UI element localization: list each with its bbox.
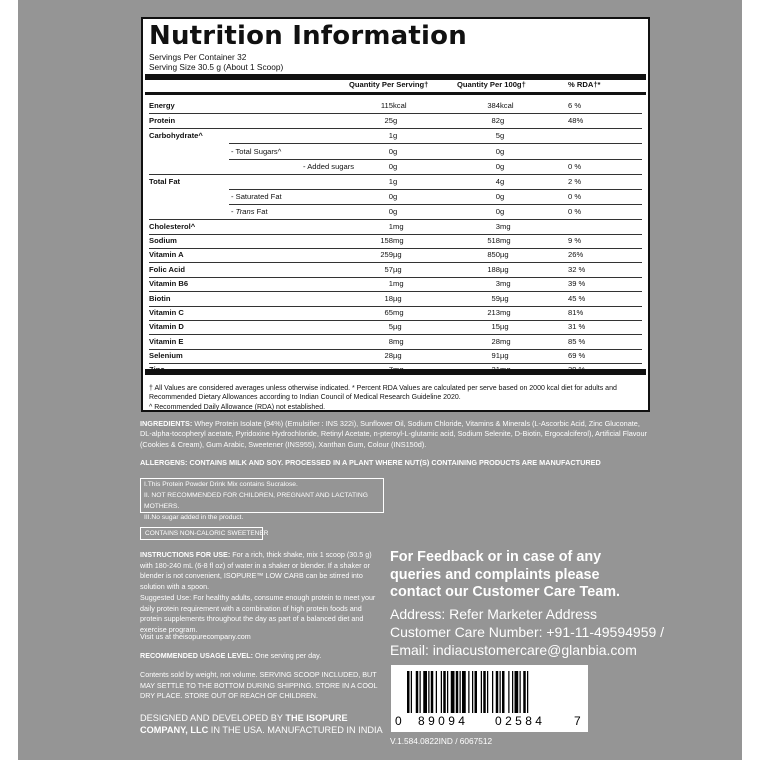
rda-value: 69 % <box>568 351 586 360</box>
header-rda: % RDA†* <box>568 80 601 89</box>
ingredients-text: Whey Protein Isolate (94%) (Emulsifier : INS 322i), Sunflower Oil, Sodium Chloride, Vitamins & Minerals (L-Ascorbic Acid, Zinc Gluconate, DL-alpha-tocopheryl acetate, Pyridoxine Hydrochloride, Retinyl Acetate, n-pteroyl-L-glutamic acid, Sodium Selenite, D-Biotin, Ergocalciferol), Artificial Flavour (Cookies & Cream), Gum Arabic, Sweetener (INS955), Xanthan Gum, Colour (INS150d). <box>140 419 647 449</box>
feedback-care-number: Customer Care Number: +91-11-49594959 / <box>390 624 665 640</box>
row-divider <box>229 159 642 160</box>
serving-unit: g <box>393 207 398 216</box>
nutrient-label: Vitamin D <box>149 322 184 331</box>
row-divider <box>149 262 642 263</box>
nutrient-label: Selenium <box>149 351 183 360</box>
serving-size: Serving Size 30.5 g (About 1 Scoop) <box>149 62 284 72</box>
warning-line: III.No sugar added in the product. <box>144 514 244 521</box>
per100-unit: µg <box>500 294 509 303</box>
ingredients-label: INGREDIENTS: <box>140 419 193 428</box>
serving-unit: µg <box>393 265 402 274</box>
per100-unit: µg <box>500 265 509 274</box>
serving-unit: µg <box>393 322 402 331</box>
row-divider <box>149 320 642 321</box>
per100-value: 0 <box>495 147 500 156</box>
usage-level-label: RECOMMENDED USAGE LEVEL: <box>140 651 254 660</box>
per100-value: 518 <box>487 236 500 245</box>
barcode-bar <box>420 671 421 713</box>
barcode-bar <box>441 671 442 713</box>
warning-line: II. NOT RECOMMENDED FOR CHILDREN, PREGNANT AND LACTATING MOTHERS. <box>144 492 368 510</box>
per100-unit: mg <box>500 279 511 288</box>
per100-value: 0 <box>495 192 500 201</box>
per100-value: 0 <box>495 207 500 216</box>
barcode-bar <box>481 671 482 713</box>
footnote-averages: † All Values are considered averages unless otherwise indicated. * Percent RDA Values are calculated per serve based on 2000 kcal diet for adults and Recommended Dietary Allowances according to Indian Council of Medical Research Guideline 2020. <box>149 385 617 402</box>
serving-unit: kcal <box>393 101 407 110</box>
per100-unit: g <box>500 192 505 201</box>
barcode-bar <box>515 671 519 713</box>
row-divider <box>149 113 642 114</box>
warning-line: I.This Protein Powder Drink Mix contains Sucralose. <box>144 481 298 488</box>
ingredients <box>140 419 652 450</box>
sweetener-badge: CONTAINS NON-CALORIC SWEETENER <box>140 527 263 540</box>
barcode-bars <box>391 665 588 717</box>
row-divider <box>149 334 642 335</box>
row-divider <box>149 174 642 175</box>
per100-unit: mg <box>500 337 511 346</box>
barcode-bar <box>500 671 501 713</box>
barcode-bar <box>512 671 513 713</box>
per100-unit: mg <box>500 236 511 245</box>
serving-value: 1 <box>388 177 393 186</box>
barcode-bar <box>443 671 446 713</box>
contents-note: Contents sold by weight, not volume. SERVING SCOOP INCLUDED, BUT MAY SETTLE TO THE BOTTOM DURING SHIPPING. STORE IN A COOL DRY PLACE. STORE OUT OF REACH OF CHILDREN. <box>140 670 378 700</box>
barcode-bar <box>456 671 459 713</box>
nutrient-label: - Trans Fat <box>231 207 268 216</box>
serving-unit: g <box>393 192 398 201</box>
barcode <box>391 665 588 732</box>
per100-unit: g <box>500 147 505 156</box>
row-divider <box>229 204 642 205</box>
nutrient-label: Protein <box>149 116 176 125</box>
barcode-bar <box>483 671 486 713</box>
rda-value: 32 % <box>568 265 586 274</box>
serving-value: 0 <box>388 207 393 216</box>
barcode-digits-right: 02584 <box>495 714 546 728</box>
rda-value: 0 % <box>568 192 582 201</box>
divider-header <box>145 92 646 95</box>
per100-value: 0 <box>495 162 500 171</box>
version-code: V.1.584.0822IND / 6067512 <box>390 736 493 746</box>
nutrient-label: Vitamin C <box>149 308 184 317</box>
footnote-rda: ^ Recommended Daily Allowance (RDA) not established. <box>149 403 326 411</box>
serving-value: 65 <box>384 308 393 317</box>
serving-value: 0 <box>388 162 393 171</box>
serving-value: 259 <box>380 250 393 259</box>
barcode-bar <box>428 671 429 713</box>
per100-value: 59 <box>491 294 500 303</box>
nutrient-label: Total Fat <box>149 177 181 186</box>
barcode-digit-check: 7 <box>574 714 581 728</box>
barcode-bar <box>508 671 509 713</box>
serving-value: 8 <box>388 337 393 346</box>
designed-prefix: DESIGNED AND DEVELOPED BY <box>140 713 286 723</box>
nutrient-label: Biotin <box>149 294 171 303</box>
nutrient-label: Vitamin A <box>149 250 184 259</box>
barcode-bar <box>527 671 528 713</box>
per100-value: 3 <box>495 222 500 231</box>
rda-value: 85 % <box>568 337 586 346</box>
serving-value: 158 <box>380 236 393 245</box>
serving-unit: g <box>393 177 398 186</box>
rda-value: 9 % <box>568 236 582 245</box>
warnings-box <box>140 478 384 521</box>
serving-unit: mg <box>393 236 404 245</box>
per100-unit: µg <box>500 250 509 259</box>
row-divider <box>229 189 642 190</box>
barcode-bar <box>502 671 505 713</box>
nutrition-panel <box>141 17 650 412</box>
rda-value: 6 % <box>568 101 582 110</box>
serving-unit: g <box>393 162 398 171</box>
row-divider <box>149 349 642 350</box>
suggested-use: Suggested Use: For healthy adults, consume enough protein to meet your daily protein requirement with a combination of high protein foods and protein supplements throughout the day as part of a balanced diet and exercise program. <box>140 593 376 634</box>
usage-level <box>140 651 385 662</box>
serving-value: 0 <box>388 192 393 201</box>
per100-value: 82 <box>491 116 500 125</box>
serving-value: 18 <box>384 294 393 303</box>
barcode-bar <box>496 671 499 713</box>
per100-unit: mg <box>500 222 511 231</box>
per100-unit: g <box>500 207 505 216</box>
feedback-heading: For Feedback or in case of any queries and complaints please contact our Customer Care Team. <box>390 549 621 600</box>
serving-unit: mg <box>393 222 404 231</box>
barcode-digits <box>391 714 588 730</box>
row-divider <box>229 143 642 144</box>
barcode-bar <box>468 671 469 713</box>
serving-unit: µg <box>393 351 402 360</box>
row-divider <box>149 248 642 249</box>
designed-suffix: IN THE USA. MANUFACTURED IN INDIA <box>208 725 383 735</box>
visit-website: Visit us at theisopurecompany.com <box>140 632 251 641</box>
serving-value: 1 <box>388 131 393 140</box>
rda-value: 39 % <box>568 279 586 288</box>
serving-unit: µg <box>393 294 402 303</box>
serving-unit: g <box>393 116 398 125</box>
per100-unit: mg <box>500 308 511 317</box>
barcode-bar <box>475 671 478 713</box>
serving-value: 1 <box>388 279 393 288</box>
barcode-bar <box>523 671 526 713</box>
barcode-bar <box>423 671 427 713</box>
designed-company: THE ISOPURE COMPANY, LLC <box>140 713 348 735</box>
nutrient-label: Carbohydrate^ <box>149 131 203 140</box>
per100-value: 384 <box>487 101 500 110</box>
per100-value: 91 <box>491 351 500 360</box>
nutrient-label: - Saturated Fat <box>231 192 282 201</box>
barcode-bar <box>462 671 466 713</box>
barcode-bar <box>447 671 448 713</box>
serving-value: 1 <box>388 222 393 231</box>
per100-value: 850 <box>487 250 500 259</box>
serving-unit: mg <box>393 308 404 317</box>
rda-value: 26% <box>568 250 584 259</box>
row-divider <box>149 277 642 278</box>
per100-value: 213 <box>487 308 500 317</box>
nutrient-label: Sodium <box>149 236 177 245</box>
serving-unit: mg <box>393 279 404 288</box>
barcode-bar <box>416 671 419 713</box>
per100-value: 188 <box>487 265 500 274</box>
serving-value: 28 <box>384 351 393 360</box>
rda-value: 0 % <box>568 162 582 171</box>
barcode-bar <box>436 671 437 713</box>
instructions-text: For a rich, thick shake, mix 1 scoop (30.5 g) with 180-240 mL (6-8 fl oz) of water in a shaker or blender. If a shaker or blender is not convenient, ISOPURE™ LOW CARB can be stirred into solution with a spoon. <box>140 550 372 591</box>
row-divider <box>149 219 642 220</box>
serving-unit: mg <box>393 337 404 346</box>
per100-unit: kcal <box>500 101 514 110</box>
serving-value: 5 <box>388 322 393 331</box>
barcode-bar <box>407 671 410 713</box>
barcode-bar <box>487 671 488 713</box>
feedback-address: Address: Refer Marketer Address <box>390 606 597 622</box>
nutrient-label: Cholesterol^ <box>149 222 196 231</box>
per100-unit: g <box>500 162 505 171</box>
barcode-digit-lead: 0 <box>395 714 402 728</box>
barcode-bar <box>520 671 521 713</box>
rda-value: 45 % <box>568 294 586 303</box>
serving-unit: g <box>393 131 398 140</box>
header-per-serving: Quantity Per Serving† <box>349 80 429 89</box>
row-divider <box>149 306 642 307</box>
divider-bottom <box>145 369 646 375</box>
per100-unit: g <box>500 131 505 140</box>
per100-unit: g <box>500 177 505 186</box>
rda-value: 2 % <box>568 177 582 186</box>
per100-value: 3 <box>495 279 500 288</box>
serving-unit: µg <box>393 250 402 259</box>
barcode-bar <box>492 671 493 713</box>
nutrient-label: Energy <box>149 101 175 110</box>
instructions-label: INSTRUCTIONS FOR USE: <box>140 550 231 559</box>
designed-by <box>140 712 390 736</box>
nutrition-title: Nutrition Information <box>149 21 467 51</box>
per100-unit: µg <box>500 351 509 360</box>
per100-unit: g <box>500 116 505 125</box>
usage-level-text: One serving per day. <box>253 651 322 660</box>
servings-per-container: Servings Per Container 32 <box>149 52 247 62</box>
serving-unit: g <box>393 147 398 156</box>
rda-value: 48% <box>568 116 584 125</box>
rda-value: 0 % <box>568 207 582 216</box>
rda-value: 81% <box>568 308 584 317</box>
nutrient-label: Vitamin B6 <box>149 279 189 288</box>
rda-value: 31 % <box>568 322 586 331</box>
nutrient-label: Folic Acid <box>149 265 186 274</box>
per100-value: 5 <box>495 131 500 140</box>
barcode-digits-left: 89094 <box>418 714 469 728</box>
instructions <box>140 550 385 592</box>
row-divider <box>149 363 642 364</box>
serving-value: 57 <box>384 265 393 274</box>
nutrition-footnote <box>149 384 641 412</box>
serving-value: 0 <box>388 147 393 156</box>
barcode-bar <box>472 671 473 713</box>
nutrient-label: Vitamin E <box>149 337 184 346</box>
allergens: ALLERGENS: CONTAINS MILK AND SOY. PROCESSED IN A PLANT WHERE NUT(S) CONTAINING PRODUCTS ARE MANUFACTURED <box>140 458 601 467</box>
nutrient-label: - Added sugars <box>303 162 355 171</box>
serving-value: 25 <box>384 116 393 125</box>
per100-unit: µg <box>500 322 509 331</box>
nutrient-label: - Total Sugars^ <box>231 147 282 156</box>
per100-value: 15 <box>491 322 500 331</box>
row-divider <box>149 291 642 292</box>
row-divider <box>149 234 642 235</box>
per100-value: 4 <box>495 177 500 186</box>
row-divider <box>149 128 642 129</box>
serving-value: 115 <box>380 101 393 110</box>
barcode-bar <box>431 671 434 713</box>
barcode-bar <box>451 671 455 713</box>
barcode-bar <box>411 671 412 713</box>
barcode-bar <box>460 671 461 713</box>
feedback-email: Email: indiacustomercare@glanbia.com <box>390 642 637 658</box>
header-per-100g: Quantity Per 100g† <box>457 80 526 89</box>
per100-value: 28 <box>491 337 500 346</box>
